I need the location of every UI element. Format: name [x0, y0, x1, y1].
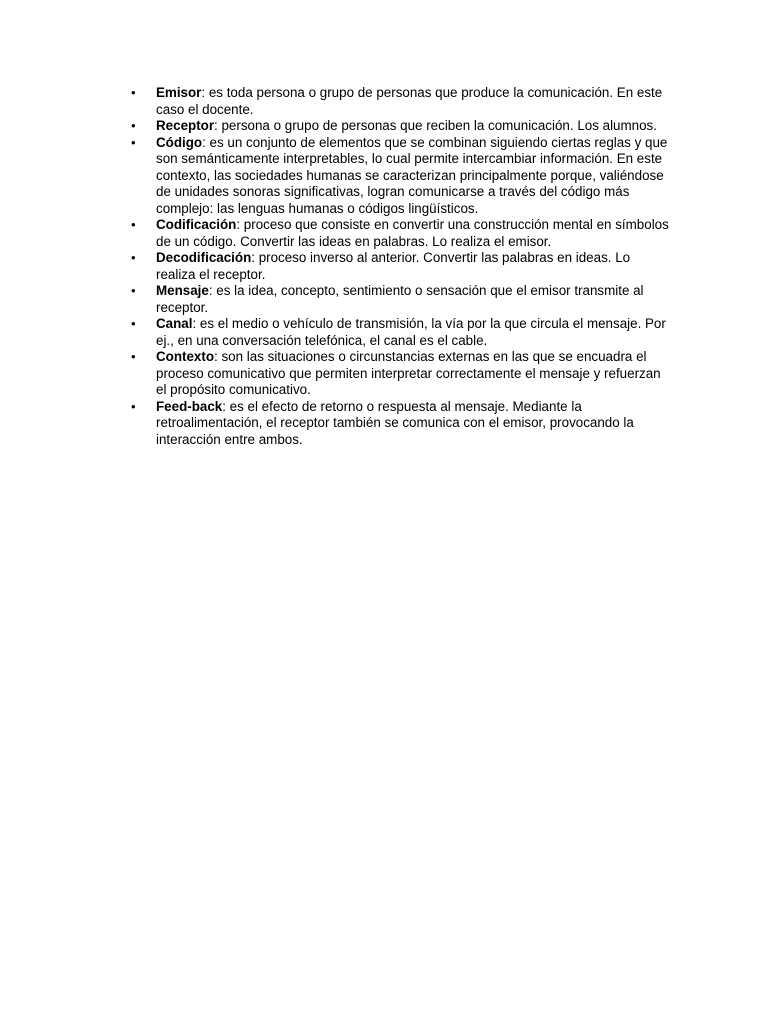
list-item-codificacion: [131, 217, 671, 250]
definition-text: : es un conjunto de elementos que se combinan siguiendo ciertas reglas y que son semánticamente interpretables, lo cual permite intercambiar información. En este contexto, las sociedades humanas se caracterizan principalmente porque, valiéndose de unidades sonoras significativas, logran comunicarse a través del código más complejo: las lenguas humanas o códigos lingüísticos.: [156, 134, 668, 216]
definition-text: : proceso que consiste en convertir una construcción mental en símbolos de un código. Convertir las ideas en palabras. Lo realiza el emisor.: [156, 217, 669, 249]
bullet-icon: •: [131, 316, 136, 331]
term-label: Código: [156, 134, 203, 150]
term-label: Feed-back: [156, 398, 223, 414]
definition-text: : es la idea, concepto, sentimiento o sensación que el emisor transmite al receptor.: [156, 283, 644, 315]
list-item-canal: [131, 316, 671, 349]
term-label: Codificación: [156, 217, 237, 232]
bullet-icon: •: [131, 398, 136, 414]
list-item-emisor: [131, 85, 671, 118]
term-label: Contexto: [156, 349, 215, 364]
definitions-list: [131, 85, 671, 448]
definition-text: : persona o grupo de personas que reciben la comunicación. Los alumnos.: [214, 118, 657, 133]
definition-text: : es toda persona o grupo de personas que produce la comunicación. En este caso el docente.: [156, 85, 663, 117]
list-item-codigo: [131, 135, 671, 218]
bullet-icon: •: [131, 217, 136, 232]
bullet-icon: •: [131, 134, 136, 150]
bullet-icon: •: [131, 85, 136, 100]
term-label: Receptor: [156, 118, 215, 133]
definition-text: : proceso inverso al anterior. Convertir las palabras en ideas. Lo realiza el receptor.: [156, 250, 631, 282]
list-item-receptor: [131, 118, 671, 135]
bullet-icon: •: [131, 250, 136, 265]
bullet-icon: •: [131, 283, 136, 298]
term-label: Canal: [156, 316, 193, 331]
definition-text: : son las situaciones o circunstancias externas en las que se encuadra el proceso comunicativo que permiten interpretar correctamente el mensaje y refuerzan el propósito comunicativo.: [156, 349, 661, 397]
list-item-contexto: [131, 349, 671, 399]
list-item-feedback: [131, 399, 671, 449]
definition-text: : es el efecto de retorno o respuesta al mensaje. Mediante la retroalimentación, el receptor también se comunica con el emisor, provocando la interacción entre ambos.: [156, 398, 634, 447]
definition-text: : es el medio o vehículo de transmisión, la vía por la que circula el mensaje. Por ej., en una conversación telefónica, el canal es el cable.: [156, 316, 666, 348]
term-label: Mensaje: [156, 283, 209, 298]
list-item-mensaje: [131, 283, 671, 316]
bullet-icon: •: [131, 349, 136, 364]
list-item-decodificacion: [131, 250, 671, 283]
term-label: Emisor: [156, 85, 202, 100]
term-label: Decodificación: [156, 250, 252, 265]
bullet-icon: •: [131, 118, 136, 133]
